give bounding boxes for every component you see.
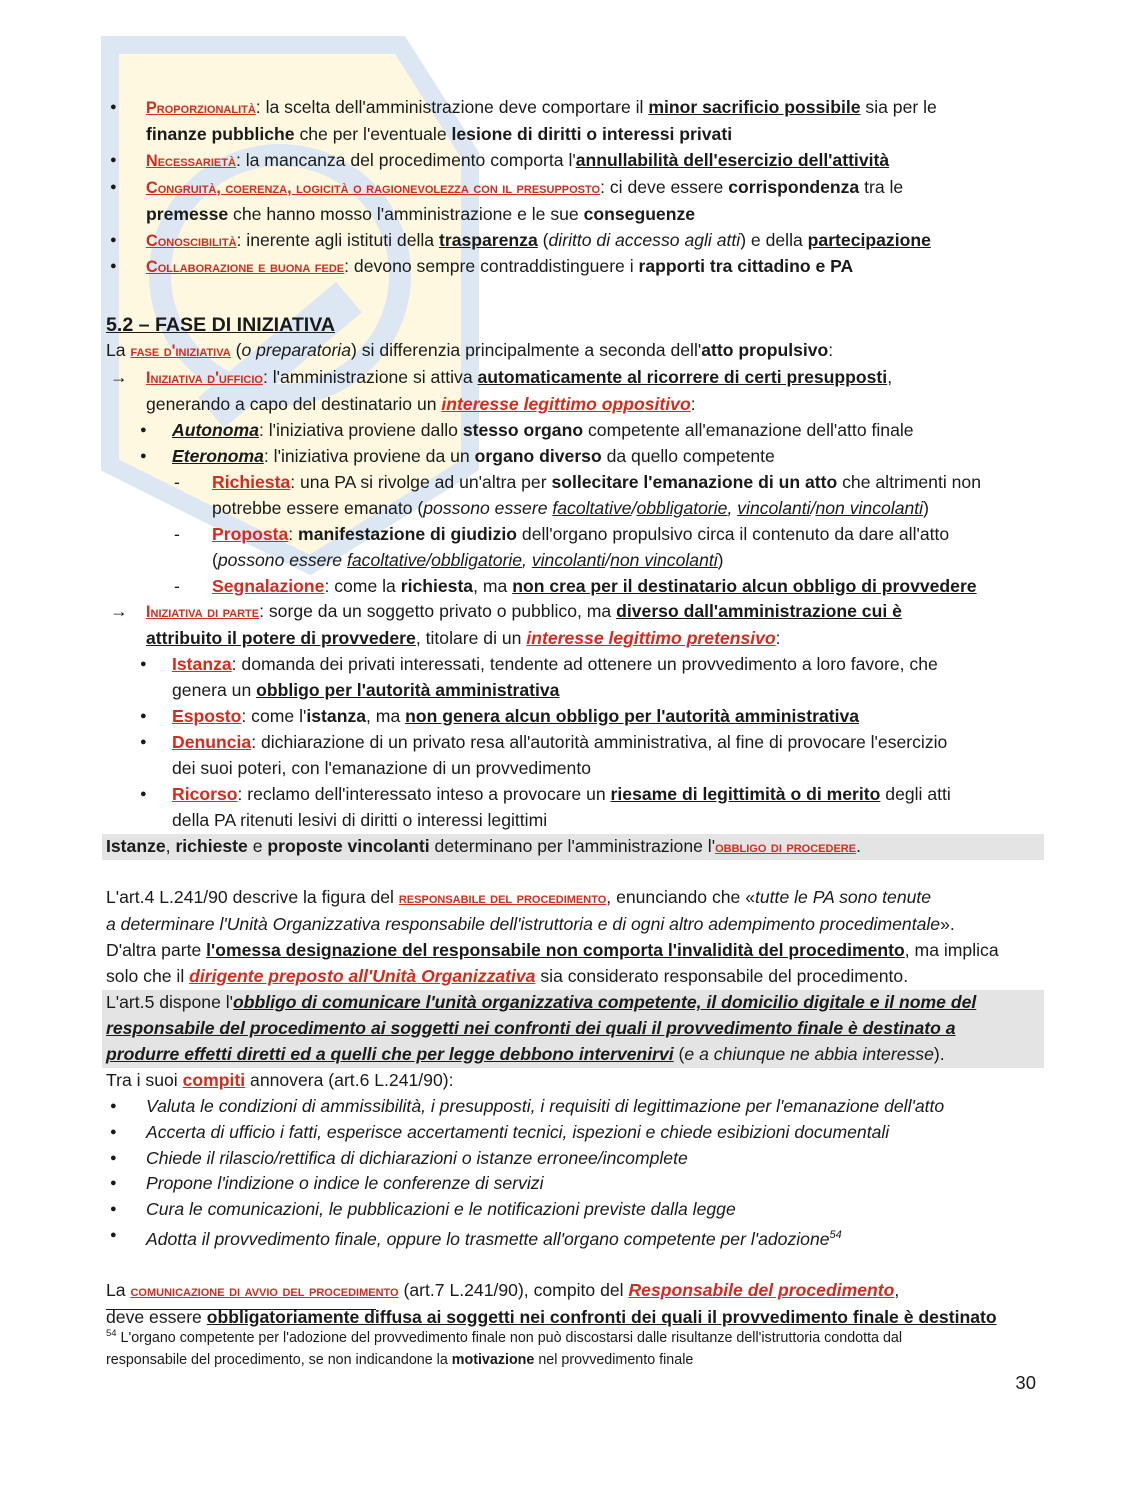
footnote-reference[interactable]: 54 bbox=[829, 1229, 842, 1242]
bullet-icon: ● bbox=[110, 1099, 117, 1112]
arrow-icon: → bbox=[110, 601, 128, 622]
principle-proporzionalita-cont: finanze pubbliche che per l'eventuale lesione di diritti o interessi privati bbox=[146, 123, 733, 144]
art5-highlight: L'art.5 dispone l'obbligo di comunicare l'unità organizzativa competente, il domicilio digitale e il nome del bbox=[102, 990, 1044, 1016]
eteronoma-proposta-cont: (possono essere facoltative/obbligatorie, vincolanti/non vincolanti) bbox=[212, 549, 724, 570]
obbligo-procedere-note: Istanze, richieste e proposte vincolanti determinano per l'amministrazione l'obbligo di procedere. bbox=[102, 834, 1044, 861]
ufficio-eteronoma: ● Eteronoma: l'iniziativa proviene da un organo diverso da quello competente bbox=[106, 444, 1040, 470]
parte-denuncia-cont: dei suoi poteri, con l'emanazione di un provvedimento bbox=[172, 757, 592, 778]
eteronoma-richiesta: - Richiesta: una PA si rivolge ad un'altra per sollecitare l'emanazione di un atto che altrimenti non bbox=[106, 470, 1040, 496]
bullet-icon: ● bbox=[140, 449, 147, 462]
parte-istanza-cont: genera un obbligo per l'autorità amministrativa bbox=[172, 680, 560, 701]
parte-denuncia: ● Denuncia: dichiarazione di un privato resa all'autorità amministrativa, al fine di provocare l'esercizio bbox=[106, 730, 1040, 756]
bullet-icon: ● bbox=[110, 153, 117, 166]
arrow-icon: → bbox=[110, 367, 128, 388]
principle-proporzionalita: ● Proporzionalità: la scelta dell'amministrazione deve comportare il minor sacrificio possibile sia per le bbox=[106, 95, 1040, 122]
principle-conoscibilita: ● Conoscibilità: inerente agli istituti della trasparenza (diritto di accesso agli atti) e della partecipazione bbox=[106, 228, 1040, 255]
bullet-icon: ● bbox=[110, 1177, 117, 1190]
bullet-icon: ● bbox=[140, 735, 147, 748]
compito-item: ● Chiede il rilascio/rettifica di dichiarazioni o istanze erronee/incomplete bbox=[106, 1146, 1040, 1172]
bullet-icon: ● bbox=[110, 180, 117, 193]
principle-congruita: ● Congruità, coerenza, logicità o ragionevolezza con il presupposto: ci deve essere corrispondenza tra le bbox=[106, 175, 1040, 202]
section-intro: La fase d'iniziativa (o preparatoria) si differenzia principalmente a seconda dell'atto propulsivo: bbox=[106, 340, 834, 361]
parte-ricorso-cont: della PA ritenuti lesivi di diritti o interessi legittimi bbox=[172, 809, 548, 830]
iniziativa-ufficio: → Iniziativa d'ufficio: l'amministrazione si attiva automaticamente al ricorrere di certi presupposti, bbox=[106, 365, 1040, 392]
bullet-icon: ● bbox=[110, 1203, 117, 1216]
comunicazione-paragraph: La comunicazione di avvio del procedimento (art.7 L.241/90), compito del Responsabile del procedimento, bbox=[106, 1280, 900, 1301]
ufficio-autonoma: ● Autonoma: l'iniziativa proviene dallo stesso organo competente all'emanazione dell'atto finale bbox=[106, 418, 1040, 444]
bullet-icon: ● bbox=[110, 1151, 117, 1164]
footnote-separator bbox=[106, 1309, 376, 1310]
bullet-icon: ● bbox=[110, 1125, 117, 1138]
responsabile-paragraph: L'art.4 L.241/90 descrive la figura del responsabile del procedimento, enunciando che «tutte le PA sono tenute bbox=[106, 887, 932, 908]
dash-marker: - bbox=[174, 523, 180, 544]
bullet-icon: ● bbox=[140, 658, 147, 671]
bullet-icon: ● bbox=[140, 787, 147, 800]
footnote: $^{54}$ L'organo competente per l'adozione del provvedimento finale non può discostarsi dalle risultanze dell'istruttoria condotta dal responsabile del procedimento, se non indicandone la motivazione nel provvedimento finale bbox=[106, 1328, 903, 1368]
eteronoma-richiesta-cont: potrebbe essere emanato (possono essere facoltative/obbligatorie, vincolanti/non vincolanti) bbox=[212, 497, 929, 518]
bullet-icon: ● bbox=[110, 233, 117, 246]
iniziativa-ufficio-cont: generando a capo del destinatario un interesse legittimo oppositivo: bbox=[146, 394, 696, 415]
compito-item: ● Valuta le condizioni di ammissibilità, i presupposti, i requisiti di legittimazione per l'emanazione dell'atto bbox=[106, 1094, 1040, 1120]
eteronoma-proposta: - Proposta: manifestazione di giudizio dell'organo propulsivo circa il contenuto da dare all'atto bbox=[106, 522, 1040, 548]
bullet-icon: ● bbox=[110, 101, 117, 113]
principle-collaborazione: ● Collaborazione e buona fede: devono sempre contraddistinguere i rapporti tra cittadino e PA bbox=[106, 254, 1040, 281]
principle-congruita-cont: premesse che hanno mosso l'amministrazione e le sue conseguenze bbox=[146, 203, 696, 224]
iniziativa-parte: → Iniziativa di parte: sorge da un soggetto privato o pubblico, ma diverso dall'amministrazione cui è bbox=[106, 599, 1040, 626]
principle-necessarieta: ● Necessarietà: la mancanza del procedimento comporta l'annullabilità dell'esercizio dell'attività bbox=[106, 148, 1040, 175]
parte-esposto: ● Esposto: come l'istanza, ma non genera alcun obbligo per l'autorità amministrativa bbox=[106, 704, 1040, 730]
eteronoma-segnalazione: - Segnalazione: come la richiesta, ma non crea per il destinatario alcun obbligo di provvedere bbox=[106, 574, 1040, 600]
bullet-icon: ● bbox=[140, 424, 147, 437]
bullet-icon: ● bbox=[110, 1229, 117, 1242]
compito-item: ● Propone l'indizione o indice le conferenze di servizi bbox=[106, 1171, 1040, 1197]
section-heading: 5.2 – FASE DI INIZIATIVA bbox=[106, 314, 336, 337]
bullet-icon: ● bbox=[140, 710, 147, 723]
page-number: 30 bbox=[1015, 1372, 1036, 1393]
bullet-icon: ● bbox=[110, 260, 117, 273]
compito-item: ● Accerta di ufficio i fatti, esperisce accertamenti tecnici, ispezioni e chiede esibizioni documentali bbox=[106, 1120, 1040, 1146]
parte-ricorso: ● Ricorso: reclamo dell'interessato inteso a provocare un riesame di legittimità o di merito degli atti bbox=[106, 782, 1040, 808]
page-content: ● Proporzionalità: la scelta dell'amministrazione deve comportare il minor sacrificio possibile sia per le finanze pubbliche che per l'eventuale lesione di diritti o interessi privati ● Necessarietà: la mancanza del procedimento comporta l'annullabilità dell'esercizio dell'attività ● Congruità, coerenza, logicità o ragionevolezza con il presupposto: ci deve essere corrispondenza tra le premesse che hanno mosso l'amministrazione e le sue conseguenze ● Conoscibilità: inerente agli istituti della trasparenza (diritto di accesso agli atti) e della partecipazione ● Collaborazione e buona fede: devono sempre contraddistinguere i rapporti tra cittadino e PA 5.2 – FASE DI INIZIATIVA La fase d'iniziativa (o preparatoria) si differenzia principalmente a seconda dell'atto propulsivo: → Iniziativa d'ufficio: l'amministrazione si attiva automaticamente al ricorrere di certi presupposti, generando a capo del destinatario un interesse legittimo oppositivo: ● Autonoma: l'iniziativa proviene dallo stesso organo competente all'emanazione dell'atto finale ● Eteronoma: l'iniziativa proviene da un organo diverso da quello competente - Richiesta: una PA si rivolge ad un'altra per sollecitare l'emanazione di un atto che altrimenti non potrebbe essere emanato (possono essere facoltative/obbligatorie, vincolanti/non vincolanti) - Proposta: manifestazione di giudizio dell'organo propulsivo circa il contenuto da dare all'atto (possono essere facoltative/obbligatorie, vincolanti/non vincolanti) - Segnalazione: come la richiesta, ma non crea per il destinatario alcun obbligo di provvedere → Iniziativa di parte: sorge da un soggetto privato o pubblico, ma diverso dall'amministrazione cui è attribuito il potere di provvedere, titolare di un interesse legittimo pretensivo: ● Istanza: domanda dei privati interessati, tendente ad ottenere un provvedimento a loro favore, che genera un obbligo per l'autorità amministrativa ● Esposto: come l'istanza, ma non genera alcun obbligo per l'autorità amministrativa ● Denuncia: dichiarazione di un privato resa all'autorità amministrativa, al fine di provocare l'esercizio dei suoi poteri, con l'emanazione di un provvedimento ● Ricorso: reclamo dell'interessato inteso a provocare un riesame di legittimità o di merito degli atti della PA ritenuti lesivi di diritti o interessi legittimi Istanze, richieste e proposte vincolanti determinano per l'amministrazione l'obbligo di procedere. L'art.4 L.241/90 descrive la figura del responsabile del procedimento, enunciando che «tutte le PA sono tenute a determinare l'Unità Organizzativa responsabile dell'istruttoria e di ogni altro adempimento procedimentale». D'altra parte l'omessa designazione del responsabile non comporta l'invalidità del procedimento, ma implica solo che il dirigente preposto all'Unità Organizzativa sia considerato responsabile del procedimento. L'art.5 dispone l'obbligo di comunicare l'unità organizzativa competente, il domicilio digitale e il nome del responsabile del procedimento ai soggetti nei confronti dei quali il provvedimento finale è destinato a produrre effetti diretti ed a quelli che per legge debbono intervenirvi (e a chiunque ne abbia interesse). Tra i suoi compiti annovera (art.6 L.241/90): ● Valuta le condizioni di ammissibilità, i presupposti, i requisiti di legittimazione per l'emanazione dell'atto ● Accerta di ufficio i fatti, esperisce accertamenti tecnici, ispezioni e chiede esibizioni documentali ● Chiede il rilascio/rettifica di dichiarazioni o istanze erronee/incomplete ● Propone l'indizione o indice le conferenze di servizi ● Cura le comunicazioni, le pubblicazioni e le notificazioni previste dalla legge ● Adotta il provvedimento finale, oppure lo trasmette all'organo competente per l'adozione$^{54}$ La comunicazione di avvio del procedimento (art.7 L.241/90), compito del Responsabile del procedimento, deve essere obbligatoriamente diffusa ai soggetti nei confronti dei quali il provvedimento finale è destinato bbox=[106, 95, 1040, 1331]
compito-item: ● Adotta il provvedimento finale, oppure lo trasmette all'organo competente per l'adozione$^{54}$ bbox=[106, 1223, 1040, 1253]
dash-marker: - bbox=[174, 575, 180, 596]
compito-item: ● Cura le comunicazioni, le pubblicazioni e le notificazioni previste dalla legge bbox=[106, 1197, 1040, 1223]
parte-istanza: ● Istanza: domanda dei privati interessati, tendente ad ottenere un provvedimento a loro favore, che bbox=[106, 652, 1040, 678]
iniziativa-parte-cont: attribuito il potere di provvedere, titolare di un interesse legittimo pretensivo: bbox=[146, 628, 781, 649]
dash-marker: - bbox=[174, 471, 180, 492]
